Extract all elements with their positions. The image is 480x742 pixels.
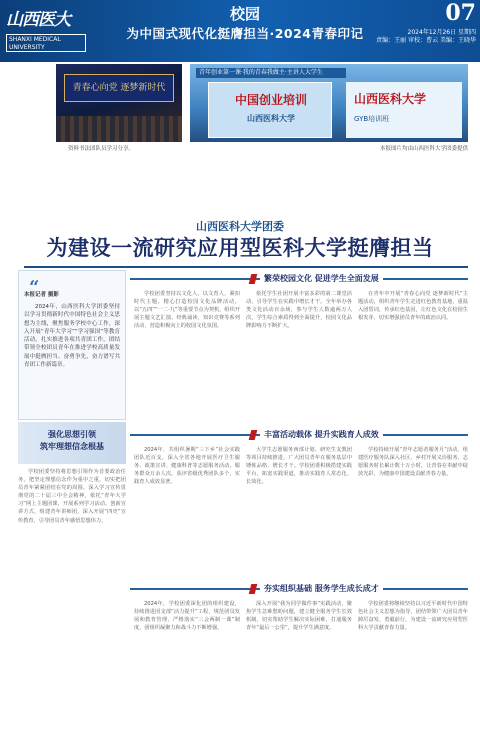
section-name: 校园 [229, 5, 260, 23]
section-2-col-b: 大学生志愿服务西部计划、研究生支教团等项目持续推进，广大团员青年在服务基层中锤炼品格、增长才干。学校团委积极搭建实践平台，拓宽实践渠道，推动实践育人常态化、长效化。 [246, 447, 352, 486]
training-screen-title: 中国创业培训 [234, 93, 307, 107]
audience-crowd [56, 116, 182, 142]
photo-entrepreneurship-training [190, 64, 468, 142]
training-backdrop-title: 山西医科大学 [354, 92, 427, 106]
column-1-body: 学校团委坚持将思想引领作为首要政治任务，把坚定理想信念作为重中之重，切实把团员青年紧紧团结在党的周围。深入学习宣传贯彻党的二十届三中全会精神，依托“青年大学习”网上主题团课，开展系列学习活动。创新宣讲方式，组建青年讲师团，深入开展“四史”宣传教育，引导团员青年感悟思想伟力。 [18, 469, 126, 524]
photo-caption-left: 资料书法团队员学习分享。 [68, 146, 135, 152]
section-header-2 [130, 428, 468, 442]
newspaper-logo: 山西医大 [6, 10, 70, 30]
page-number: 07 [445, 0, 476, 26]
headline-rule [24, 266, 468, 268]
subsection-title-text: 强化思想引领 筑牢理想信念根基 [40, 430, 104, 451]
article-headline: 为建设一流研究应用型医科大学挺膺担当 [46, 236, 434, 260]
banner-title: 为中国式现代化挺膺担当·2024青春印记 [126, 26, 364, 41]
section-3-col-c: 学校团委将继续坚持以习近平新时代中国特色社会主义思想为指导，团结带领广大团员青年踔厉奋发、勇毅前行，为建设一流研究应用型医科大学贡献青春力量。 [358, 601, 468, 632]
masthead [0, 0, 480, 62]
section-header-2-label: 丰富活动载体 提升实践育人成效 [260, 428, 383, 442]
photo-stage-event [56, 64, 182, 142]
section-3-col-a: 2024年，学校团委深化团的组织建设，持续推进团支部“活力提升”工程，规范团员发展和教育管理，严格落实“三会两制一课”制度，团组织凝聚力和战斗力不断增强。 [134, 601, 240, 632]
section-header-3 [130, 582, 468, 596]
subsection-box [18, 422, 126, 464]
subsection-title [18, 429, 126, 453]
section-3-col-b: 深入开展“我为同学做件事”实践活动，聚焦学生急难愁盼问题，建立健全服务学生长效机制，切实帮助学生解决实际困难，打通服务青年“最后一公里”，提升学生满意度。 [246, 601, 352, 632]
section-header-3-label: 夯实组织基础 服务学生成长成才 [260, 582, 383, 596]
training-screen [208, 82, 332, 138]
training-backdrop [346, 82, 462, 138]
intro-text: 2024年，山西医科大学团委坚持以学习贯彻新时代中国特色社会主义思想为主线，聚焦服务学校中心工作，深入开展“青年大学习”“学习强国”等教育活动，扎实推进各项共青团工作，团结带领全校团员青年在推进学校高质量发展中挺膺担当、奋勇争先，奋力谱写共青团工作新篇章。 [24, 304, 120, 369]
section-1-col-b: 依托学生社团开展丰富多彩的第二课堂活动，引导学生在实践中增长才干。全年举办各类文化活动百余场，参与学生人数逾两万人次，学生综合素质得到全面提升，校园文化品牌影响力不断扩大。 [246, 291, 352, 330]
section-header-1 [130, 272, 468, 286]
section-1-col-a: 学校团委坚持以文化人、以文育人，紧扣时代主题，精心打造校园文化品牌活动。以“五四”“一二·九”等重要节点为契机，组织开展主题文艺汇演、经典诵读、知识竞赛等系列活动，营造积极向上的校园文化氛围。 [134, 291, 240, 330]
training-backdrop-subtitle: GYB培训班 [354, 115, 390, 123]
quote-mark-icon: “ [29, 277, 40, 298]
logo-subtitle: SHANXI MEDICAL UNIVERSITY [6, 34, 86, 52]
editor-credits: 责编：王丽 审校：曹云 美编：王晓华 [376, 37, 476, 44]
stage-backdrop: 青春心向党 逐梦新时代 [64, 74, 174, 102]
section-1-col-c: 在青年中开展“青春心向党 逐梦新时代”主题活动，组织青年学生走进红色教育基地，重温入团誓词，传承红色基因，让红色文化在校园生根发芽，切实增强团员青年的政治认同。 [358, 291, 468, 322]
photo-caption-right: 本报图片均由山西医科大学团委提供 [379, 146, 468, 152]
section-header-1-label: 繁荣校园文化 促进学生全面发展 [260, 272, 383, 286]
photo-banner-strip: 青年创业第一课·我的青春我做主·主讲人大学生 [196, 68, 346, 78]
section-2-col-a: 2024年，共组织暑期“三下乡”社会实践团队近百支，深入全省各地开展医疗卫生服务、政策宣讲、健康科普等志愿服务活动，服务群众万余人次，获评省级优秀团队多个，实践育人成效显著。 [134, 447, 240, 486]
training-screen-subtitle: 山西医科大学 [247, 114, 295, 123]
section-2-col-c: 学校持续开展“青年志愿者服务月”活动，组建医疗服务队深入社区、乡村开展义诊服务，志愿服务时长累计数十万小时，让青春在奉献中绽放光彩，为健康中国建设贡献青春力量。 [358, 447, 468, 478]
reporter-byline: 本报记者 摄影 [24, 292, 59, 298]
article-kicker: 山西医科大学团委 [196, 220, 284, 233]
issue-date: 2024年12月26日 星期四 [407, 29, 476, 36]
